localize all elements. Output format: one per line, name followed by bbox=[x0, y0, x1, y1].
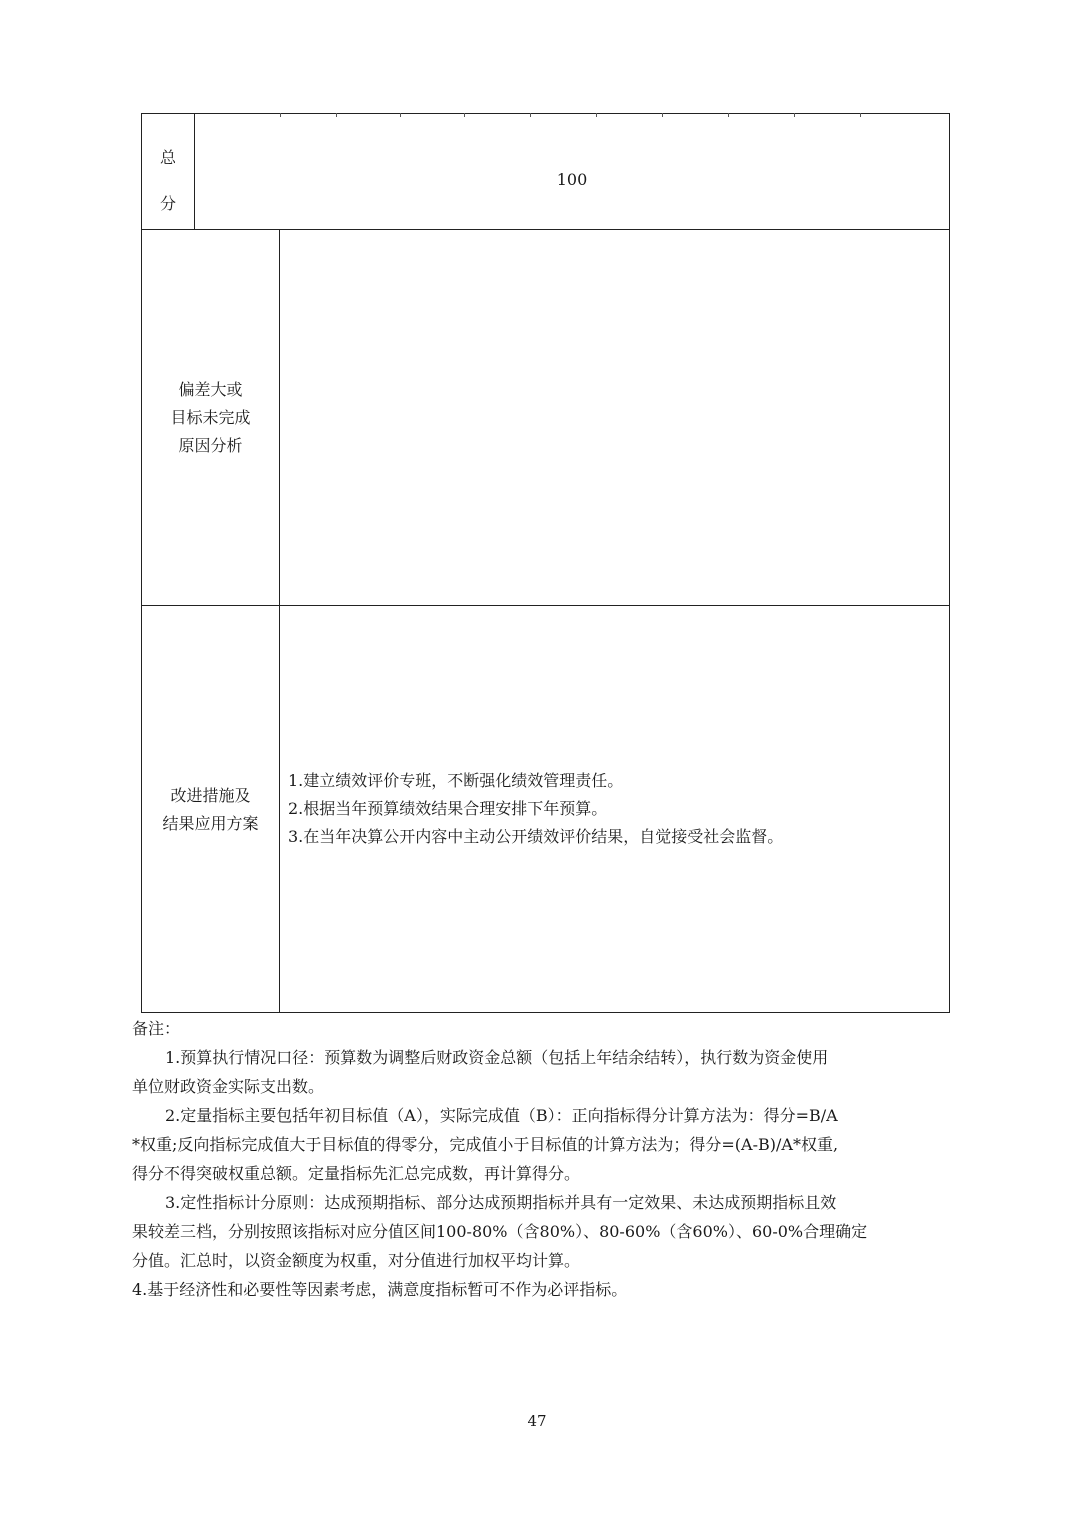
border-tick bbox=[530, 113, 531, 117]
total-score-value: 100 bbox=[556, 170, 588, 189]
total-label-char-1: 总 bbox=[159, 148, 176, 167]
deviation-content bbox=[280, 230, 949, 605]
improvement-item-2: 2.根据当年预算绩效结果合理安排下年预算。 bbox=[288, 799, 608, 818]
note-line: 3.定性指标计分原则：达成预期指标、部分达成预期指标并具有一定效果、未达成预期指标且效 bbox=[165, 1193, 837, 1212]
table-right-border bbox=[949, 113, 950, 1013]
improvement-item-1: 1.建立绩效评价专班，不断强化绩效管理责任。 bbox=[288, 771, 624, 790]
note-line: 得分不得突破权重总额。定量指标先汇总完成数，再计算得分。 bbox=[132, 1164, 581, 1183]
note-line: 2.定量指标主要包括年初目标值（A），实际完成值（B）：正向指标得分计算方法为：得分=B/A bbox=[165, 1106, 838, 1125]
table-left-border bbox=[141, 113, 142, 1013]
note-line: 4.基于经济性和必要性等因素考虑，满意度指标暂可不作为必评指标。 bbox=[132, 1280, 628, 1299]
deviation-label-line: 偏差大或 bbox=[178, 380, 243, 399]
border-tick bbox=[280, 113, 281, 117]
note-line: 单位财政资金实际支出数。 bbox=[132, 1077, 325, 1096]
improvement-item-3: 3.在当年决算公开内容中主动公开绩效评价结果，自觉接受社会监督。 bbox=[288, 827, 784, 846]
border-tick bbox=[464, 113, 465, 117]
border-tick bbox=[860, 113, 861, 117]
total-label-char-2: 分 bbox=[159, 194, 176, 213]
border-tick bbox=[662, 113, 663, 117]
note-line: 1.预算执行情况口径：预算数为调整后财政资金总额（包括上年结余结转），执行数为资金使用 bbox=[165, 1048, 829, 1067]
row-divider-2 bbox=[141, 605, 950, 606]
table-bottom-border bbox=[141, 1012, 950, 1013]
border-tick bbox=[794, 113, 795, 117]
border-tick bbox=[336, 113, 337, 117]
table-top-border bbox=[141, 113, 950, 114]
deviation-label-line: 目标未完成 bbox=[170, 408, 251, 427]
deviation-label bbox=[141, 376, 280, 460]
note-line: 果较差三档，分别按照该指标对应分值区间100-80%（含80%）、80-60%（含60%）、60-0%合理确定 bbox=[132, 1222, 868, 1241]
border-tick bbox=[728, 113, 729, 117]
improvement-label bbox=[141, 782, 280, 838]
border-tick bbox=[596, 113, 597, 117]
notes-heading: 备注： bbox=[132, 1019, 181, 1038]
deviation-label-line: 原因分析 bbox=[178, 436, 243, 455]
page-number: 47 bbox=[527, 1412, 547, 1430]
improvement-label-line: 结果应用方案 bbox=[162, 814, 259, 833]
note-line: 分值。汇总时，以资金额度为权重，对分值进行加权平均计算。 bbox=[132, 1251, 581, 1270]
border-tick bbox=[400, 113, 401, 117]
improvement-label-line: 改进措施及 bbox=[170, 786, 251, 805]
note-line: *权重;反向指标完成值大于目标值的得零分，完成值小于目标值的计算方法为；得分=(A-B)/A*权重, bbox=[132, 1135, 839, 1154]
